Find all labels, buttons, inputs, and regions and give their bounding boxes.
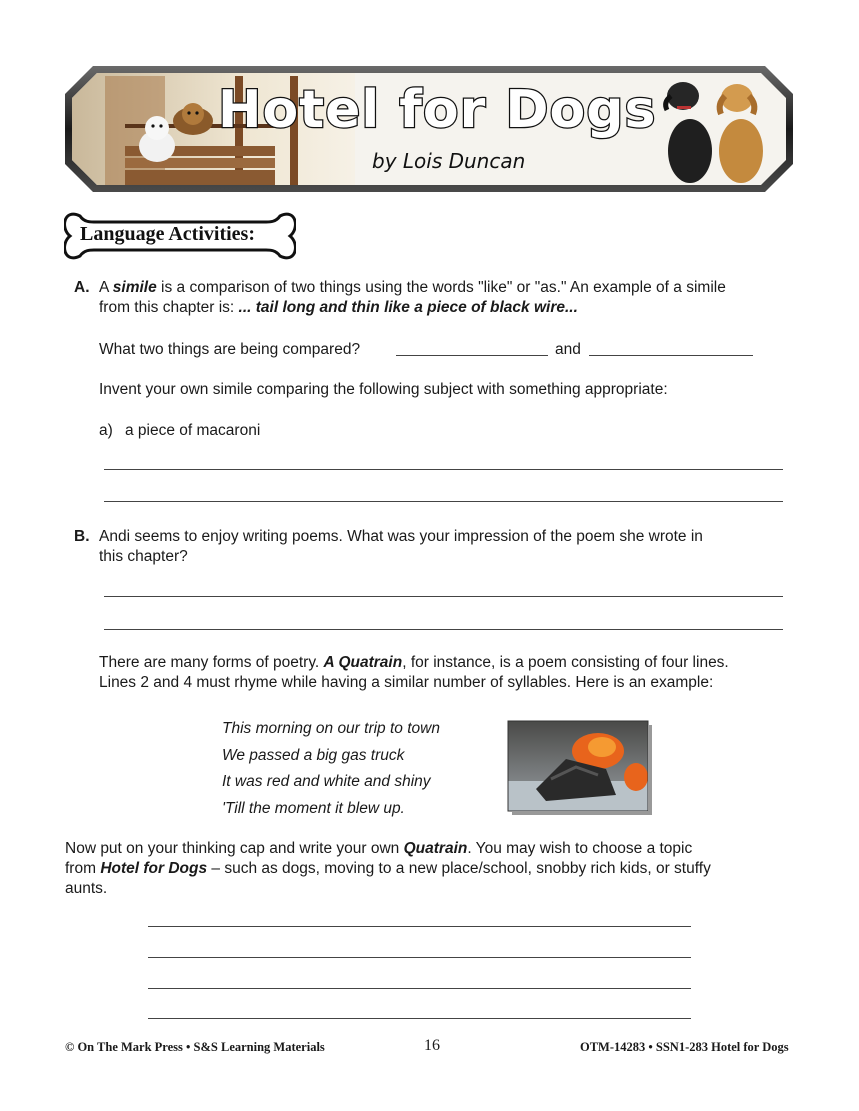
author-line: by Lois Duncan (372, 149, 526, 173)
answer-line-a-1[interactable] (104, 469, 783, 470)
section-label: Language Activities: (80, 223, 255, 245)
text-fragment: – such as dogs, moving to a new place/school, snobby rich kids, or stuffy (207, 860, 711, 877)
footer-publisher: © On The Mark Press • S&S Learning Materials (65, 1040, 325, 1054)
answer-line-compare-2[interactable] (589, 355, 753, 356)
answer-line-a-2[interactable] (104, 501, 783, 502)
page-number: 16 (424, 1037, 440, 1054)
closing-line2 (65, 859, 711, 879)
text-fragment: from this chapter is: (99, 299, 239, 316)
quatrain-intro-line1 (99, 653, 729, 673)
invent-prompt: Invent your own simile comparing the following subject with something appropriate: (99, 381, 668, 398)
poem-line: It was red and white and shiny (222, 773, 431, 790)
answer-line-quatrain-1[interactable] (148, 926, 691, 927)
answer-line-quatrain-2[interactable] (148, 957, 691, 958)
text-fragment: . You may wish to choose a topic (467, 840, 693, 857)
compare-prompt: What two things are being compared? (99, 341, 361, 358)
poem-line: 'Till the moment it blew up. (222, 799, 405, 817)
item-a-text: a piece of macaroni (125, 422, 261, 439)
item-a-label: a) (99, 422, 113, 439)
text-fragment: from (65, 860, 101, 877)
answer-line-quatrain-4[interactable] (148, 1018, 691, 1019)
answer-line-quatrain-3[interactable] (148, 988, 691, 989)
answer-line-b-2[interactable] (104, 629, 783, 630)
question-b-line2: this chapter? (99, 548, 188, 565)
quatrain-intro-line2: Lines 2 and 4 must rhyme while having a similar number of syllables. Here is an example: (99, 674, 714, 691)
question-a-line1 (99, 278, 726, 298)
text-fragment: Now put on your thinking cap and write your own (65, 840, 404, 857)
page-title: Hotel for Dogs (218, 80, 657, 140)
question-a-marker: A. (74, 279, 90, 296)
term-simile: simile (112, 279, 157, 296)
question-b-line1: Andi seems to enjoy writing poems. What was your impression of the poem she wrote in (99, 528, 703, 545)
text-fragment: There are many forms of poetry. (99, 654, 324, 671)
closing-line3: aunts. (65, 880, 108, 897)
text-fragment: A (99, 279, 113, 296)
answer-line-compare-1[interactable] (396, 355, 548, 356)
poem-line: This morning on our trip to town (222, 720, 440, 737)
closing-line1 (65, 839, 692, 859)
term-quatrain: A Quatrain (323, 654, 403, 671)
question-b-marker: B. (74, 528, 90, 545)
text-fragment: , for instance, is a poem consisting of four lines. (402, 654, 729, 671)
question-a-line2 (99, 298, 578, 318)
compare-and: and (555, 341, 581, 358)
answer-line-b-1[interactable] (104, 596, 783, 597)
term-quatrain: Quatrain (403, 840, 468, 857)
book-title: Hotel for Dogs (100, 860, 208, 877)
poem-line: We passed a big gas truck (222, 746, 405, 764)
text-fragment: is a comparison of two things using the words "like" or "as." An example of a simile (156, 279, 726, 296)
example-poem (222, 716, 440, 822)
footer-catalog: OTM-14283 • SSN1-283 Hotel for Dogs (580, 1040, 789, 1054)
truck-fire-photo (506, 719, 652, 815)
example-quote: ... tail long and thin like a piece of black wire... (238, 299, 578, 316)
